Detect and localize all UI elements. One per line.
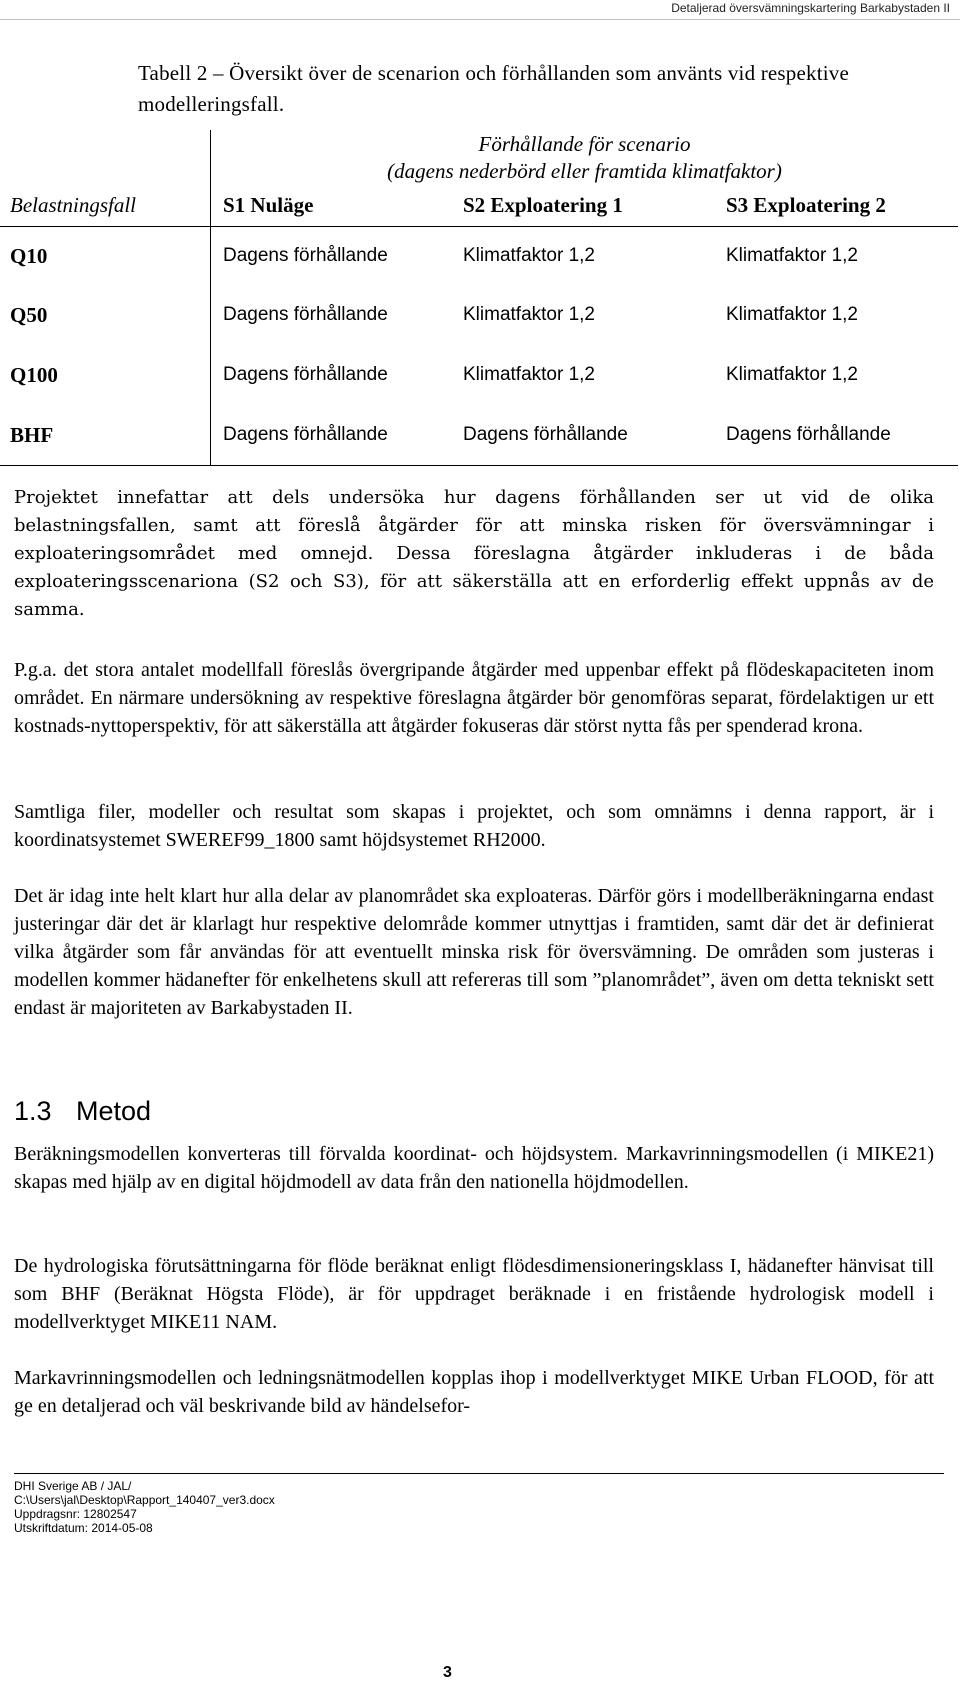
row-load: Q10 [0,227,211,286]
footer-company: DHI Sverige AB / JAL/ [14,1479,132,1493]
paragraph-method-hydrology: De hydrologiska förutsättningarna för flöde beräknat enligt flödesdimensioneringsklass I, hädanefter hänvisat till som BHF (Beräknat Högsta Flöde), är för uppdraget beräknade i en fristående hydrologisk modell i modellverktyget MIKE11 NAM. [14,1255,934,1333]
row-s1: Dagens förhållande [223,364,388,385]
footer-divider [14,1473,944,1474]
row-s3: Dagens förhållande [718,405,958,466]
section-number: 1.3 [14,1096,52,1126]
col-header-s1: S1 Nuläge [211,184,454,227]
section-heading [14,1096,151,1127]
group-header-line1: Förhållande för scenario [478,131,691,156]
group-header-line2: (dagens nederbörd eller framtida klimatfaktor) [387,158,782,183]
page-number: 3 [443,1664,452,1681]
row-load: BHF [0,405,211,466]
paragraph-method-coupling: Markavrinningsmodellen och ledningsnätmodellen kopplas ihop i modellverktyget MIKE Urban FLOOD, för att ge en detaljerad och väl beskrivande bild av händelsefor- [14,1367,934,1417]
header-divider [0,19,960,20]
row-s3: Klimatfaktor 1,2 [726,304,858,325]
table-caption: Tabell 2 – Översikt över de scenarion och förhållanden som använts vid respektive modelleringsfall. [138,61,850,116]
table-row [0,285,958,345]
row-s2: Klimatfaktor 1,2 [463,245,595,266]
paragraph-measures: P.g.a. det stora antalet modellfall föreslås övergripande åtgärder med uppenbar effekt på flödeskapaciteten inom området. En närmare undersökning av respektive föreslagna åtgärder bör genomföras separat, fördelaktigen ur ett kostnads-nyttoperspektiv, för att säkerställa att åtgärder fokuseras där störst nytta fås per spenderad krona. [14,659,934,737]
footer-file-path: C:\Users\jal\Desktop\Rapport_140407_ver3.docx [14,1493,275,1507]
row-s2: Klimatfaktor 1,2 [463,364,595,385]
table-header-spacer [0,158,211,184]
paragraph-coordinate-system: Samtliga filer, modeller och resultat som skapas i projektet, och som omnämns i denna rapport, är i koordinatsystemet SWEREF99_1800 samt höjdsystemet RH2000. [14,801,934,851]
col-header-load: Belastningsfall [0,184,211,227]
row-s2: Klimatfaktor 1,2 [463,304,595,325]
paragraph-plan-area: Det är idag inte helt klart hur alla delar av planområdet ska exploateras. Därför görs i modellberäkningarna endast justeringar där det är klarlagt hur respektive delområde kommer utnyttjas i framtiden, samt där det är definierat vilka åtgärder som får användas för att eventuellt minska risk för översvämning. De områden som justeras i modellen kommer hädanefter för enkelhetens skull att refereras till som ”planområdet”, även om detta tekniskt sett endast är majoriteten av Barkabystaden II. [14,885,934,1019]
paragraph-project-scope: Projektet innefattar att dels undersöka hur dagens förhållanden ser ut vid de olika belastningsfallen, samt att föreslå åtgärder för att minska risken för översvämningar i exploateringsområdet med omnejd. Dessa föreslagna åtgärder inkluderas i de båda exploateringsscenariona (S2 och S3), för att säkerställa att en erforderlig effekt uppnås av de samma. [14,487,934,620]
footer-print-date: Utskriftdatum: 2014-05-08 [14,1521,153,1535]
table-header-spacer [0,130,211,158]
table-row [0,345,958,405]
col-header-s3: S3 Exploatering 2 [718,184,958,227]
footer-assignment-number: Uppdragsnr: 12802547 [14,1507,137,1521]
row-s1: Dagens förhållande [223,304,388,325]
col-header-s2: S2 Exploatering 1 [453,184,718,227]
row-s3: Klimatfaktor 1,2 [726,364,858,385]
table-row [0,227,958,286]
running-header: Detaljerad översvämningskartering Barkabystaden II [671,1,950,15]
row-s1: Dagens förhållande [211,405,454,466]
row-s1: Dagens förhållande [223,245,388,266]
row-load: Q50 [0,285,211,345]
scenario-table [0,130,958,466]
section-title: Metod [76,1096,152,1126]
row-load: Q100 [0,345,211,405]
row-s2: Dagens förhållande [453,405,718,466]
paragraph-method-model: Beräkningsmodellen konverteras till förvalda koordinat- och höjdsystem. Markavrinningsmodellen (i MIKE21) skapas med hjälp av en digital höjdmodell av data från den nationella höjdmodellen. [14,1143,934,1193]
footer-info [14,1479,275,1535]
row-s3: Klimatfaktor 1,2 [726,245,858,266]
table-row [0,405,958,466]
